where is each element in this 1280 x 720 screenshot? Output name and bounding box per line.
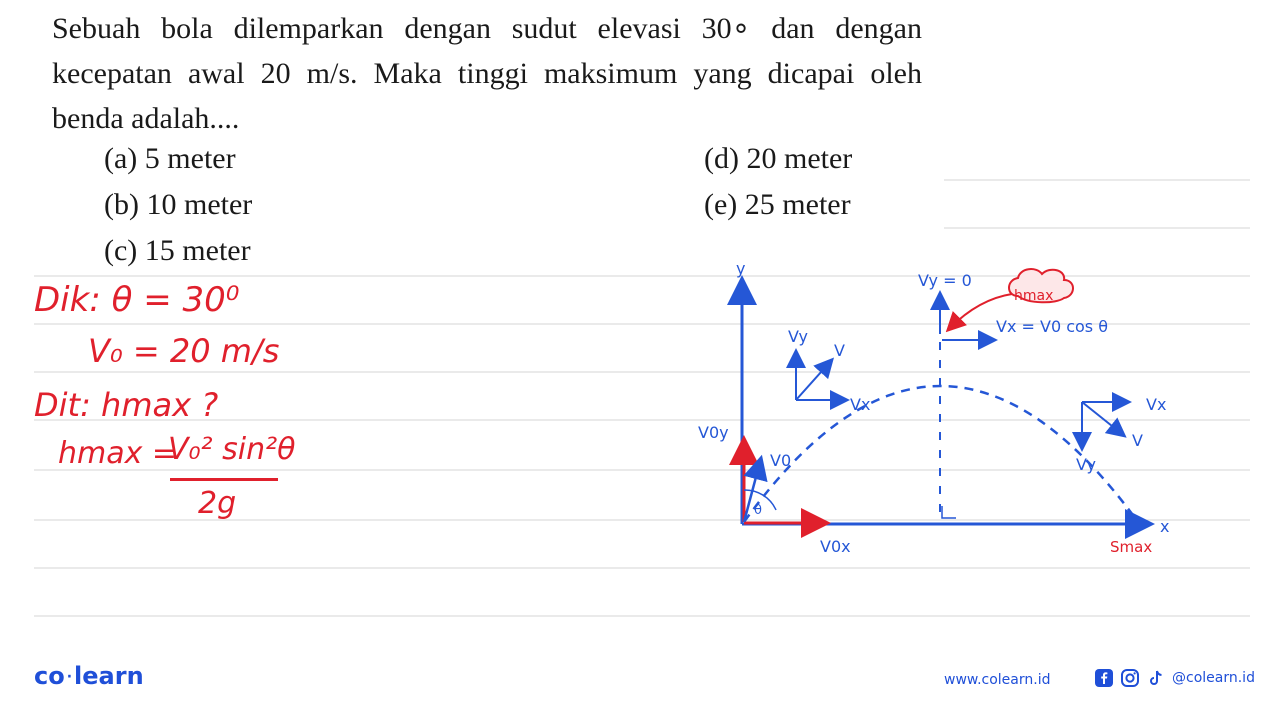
right-vx-label: Vx bbox=[1146, 395, 1167, 414]
v0-label: V0 bbox=[770, 451, 792, 470]
facebook-icon[interactable] bbox=[1094, 668, 1114, 688]
website-link[interactable]: www.colearn.id bbox=[944, 672, 1051, 688]
logo-dot-icon: · bbox=[66, 669, 73, 685]
social-links bbox=[1094, 668, 1255, 688]
hand-known-theta: Dik: θ = 30⁰ bbox=[34, 280, 240, 320]
hand-fraction-bar bbox=[170, 478, 278, 481]
hand-known-v0: V₀ = 20 m/s bbox=[88, 332, 280, 370]
hand-formula-lhs: hmax = bbox=[58, 436, 178, 471]
instagram-icon[interactable] bbox=[1120, 668, 1140, 688]
theta-label: θ bbox=[754, 503, 762, 518]
option-c: (c) 15 meter bbox=[104, 234, 251, 267]
colearn-logo bbox=[34, 662, 144, 690]
apex-vx-label: Vx = V0 cos θ bbox=[996, 317, 1108, 336]
left-vx-label: Vx bbox=[850, 395, 871, 414]
right-vy-label: Vy bbox=[1076, 455, 1096, 474]
logo-learn: learn bbox=[74, 662, 144, 690]
option-a: (a) 5 meter bbox=[104, 142, 236, 175]
left-v-label: V bbox=[834, 341, 845, 360]
option-d: (d) 20 meter bbox=[704, 142, 853, 175]
right-v-label: V bbox=[1132, 431, 1143, 450]
v0x-label: V0x bbox=[820, 537, 851, 556]
hand-formula-numerator: V₀² sin²θ bbox=[168, 432, 296, 467]
right-v-arrow bbox=[1082, 402, 1122, 434]
hmax-label: hmax bbox=[1014, 288, 1054, 304]
apex-vy-label: Vy = 0 bbox=[918, 271, 972, 290]
x-axis-label: x bbox=[1160, 517, 1170, 536]
left-vy-label: Vy bbox=[788, 327, 808, 346]
hand-formula-denominator: 2g bbox=[198, 486, 237, 521]
hand-asked: Dit: hmax ? bbox=[34, 386, 219, 424]
right-angle-mark bbox=[942, 506, 956, 518]
v0y-label: V0y bbox=[698, 423, 729, 442]
smax-label: Smax bbox=[1110, 538, 1153, 556]
projectile-diagram bbox=[690, 250, 1250, 570]
option-e: (e) 25 meter bbox=[704, 188, 851, 221]
social-handle[interactable]: @colearn.id bbox=[1172, 670, 1255, 686]
y-axis-label: y bbox=[736, 259, 746, 278]
question-text: Sebuah bola dilemparkan dengan sudut elevasi 30∘ dan dengan kecepatan awal 20 m/s. Maka tinggi maksimum yang dicapai oleh benda adalah.... bbox=[52, 12, 922, 135]
option-b: (b) 10 meter bbox=[104, 188, 253, 221]
tiktok-icon[interactable] bbox=[1146, 668, 1166, 688]
logo-co: co bbox=[34, 662, 65, 690]
left-v-arrow bbox=[796, 362, 830, 400]
